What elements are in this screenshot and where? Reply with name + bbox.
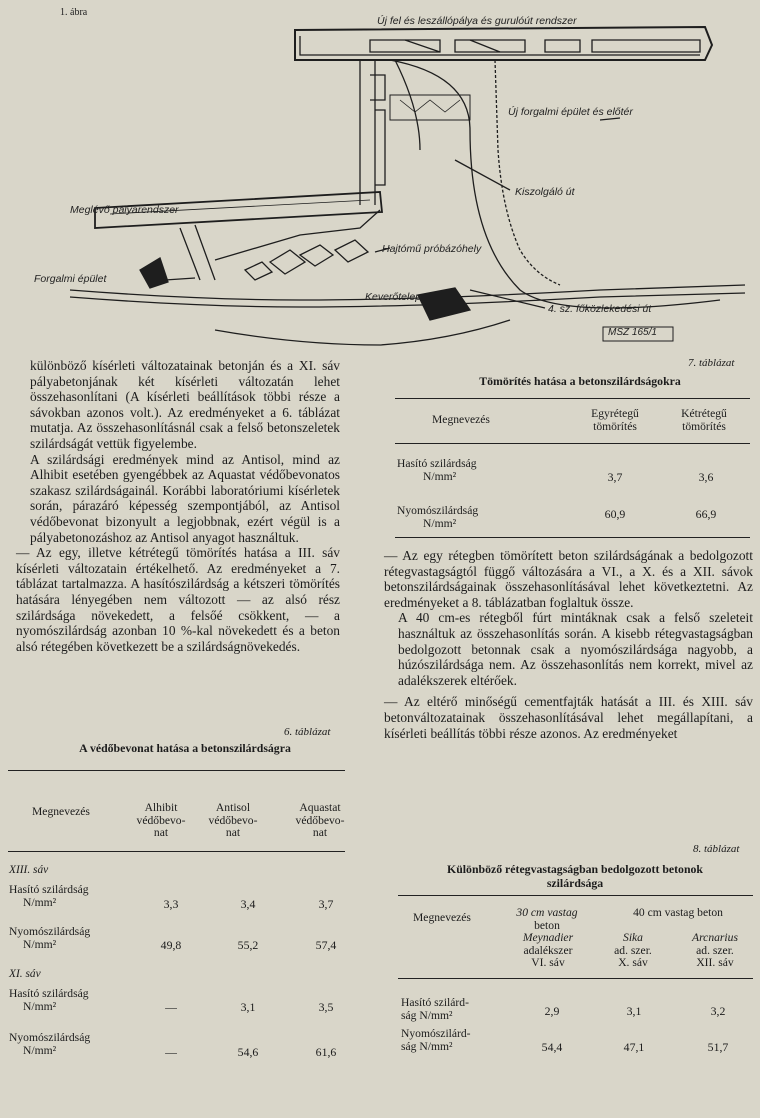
left-paragraph-2: A szilárdsági eredmények mind az Antisol, mind az Alhibit esetében gyengébbek az Aquastat védőbevonatos szakasz szilárdságainál. Korábbi laboratóriumi kísérletek során, párazáró képesség szempontjából, az Antisol védőbevonat bizonyult a legjobbnak, ezért végül is a pályabetonozáshoz az Antisol anyagot használtuk. (30, 451, 340, 545)
table6-row-nyomo-1-unit: N/mm² (23, 937, 57, 951)
table7-row-hasito-unit: N/mm² (423, 469, 457, 483)
table7-a2: 3,6 (698, 470, 714, 484)
table7-header-rule (395, 443, 750, 444)
label-mixing-plant: Keverőtelep (365, 291, 422, 303)
table7-number: 7. táblázat (688, 357, 735, 369)
table8-header-30cm (502, 907, 592, 932)
table8-header-meynadier-3: VI. sáv (531, 956, 565, 969)
table7-header-one-layer (575, 408, 655, 433)
table8-header-meynadier (503, 932, 593, 970)
table7-header-one-layer-2: tömörítés (593, 419, 637, 433)
table6-header-aquastat-1: Aquastat (299, 801, 341, 814)
table6-header-alhibit-3: nat (153, 826, 169, 839)
table7-header-one-layer-1: Egyrétegű (591, 407, 639, 420)
table6-row-hasito-2-unit: N/mm² (23, 999, 57, 1013)
table6-header-antisol (198, 802, 268, 840)
label-main-road: 4. sz. főközlekedési út (548, 303, 652, 315)
right-paragraph-1: — Az egy rétegben tömörített beton szilárdságának a bedolgozott rétegvastagságtól függő változására a VI., a X. és a XII. sávok betonszilárdságainak összehasonlításával lehet következtetni. Az eredményeket a 8. táblázatban foglaltuk össze. (384, 548, 753, 610)
table7-header-two-layer-2: tömörítés (682, 419, 726, 433)
table6-header-antisol-1: Antisol (215, 801, 251, 814)
table6-row-hasito-1 (9, 884, 89, 909)
table7-a1: 3,7 (607, 470, 623, 484)
table8-header-meynadier-2: adalékszer (523, 943, 573, 957)
table6-header-antisol-3: nat (225, 826, 241, 839)
right-column-text (384, 548, 753, 741)
table6-row-nyomo-2-unit: N/mm² (23, 1043, 57, 1057)
table6-top-rule (8, 770, 345, 771)
table7-bottom-rule (395, 537, 750, 538)
table8-header-sika-2: ad. szer. (614, 943, 652, 957)
table8-a1: 2,9 (544, 1004, 560, 1018)
table8-row-hasito (401, 997, 469, 1022)
table8-row-nyomo (401, 1028, 471, 1053)
left-paragraph-1: különböző kísérleti változatainak betonján és a XI. sáv pályabetonjának két kísérleti változatán lehet összehasonlítani (A kísérleti beállítások többi része a sávokban azonos volt.). Az eredményeket a 6. táblázat mutatja. Az összehasonlításnál csak a felső betonszeletek szilárdságát vettük figyelembe. (30, 358, 340, 451)
table6-header-name: Megnevezés (32, 805, 90, 818)
table7-row-nyomo-unit: N/mm² (423, 516, 457, 530)
table6-section-xi: XI. sáv (9, 968, 41, 980)
table8-top-rule (398, 895, 753, 896)
table6-header-alhibit (126, 802, 196, 840)
table8-header-40cm: 40 cm vastag beton (633, 906, 723, 919)
table8-header-arcnarius-1: Arcnarius (692, 931, 738, 944)
table6-header-alhibit-2: védőbevo- (136, 813, 186, 827)
table8-b2: 47,1 (623, 1040, 645, 1054)
table8-header-30cm-1: 30 cm vastag (516, 906, 578, 919)
label-engine-test: Hajtómű próbázóhely (382, 243, 482, 255)
table8-b1: 54,4 (541, 1040, 563, 1054)
table8-row-nyomo-unit: ság N/mm² (401, 1039, 453, 1053)
table6-d3: 61,6 (315, 1045, 337, 1059)
table6-row-nyomo-1 (9, 926, 90, 951)
table8-header-rule (398, 978, 753, 979)
table8-header-sika-1: Sika (623, 931, 643, 944)
table7-title: Tömörítés hatása a betonszilárdságokra (479, 374, 681, 388)
table8-header-name: Megnevezés (413, 911, 471, 924)
label-runway: Új fel és leszállópálya és gurulóút rendszer (377, 15, 577, 27)
table7-b1: 60,9 (604, 507, 626, 521)
table8-header-sika (593, 932, 673, 970)
table8-a2: 3,1 (626, 1004, 642, 1018)
right-paragraph-2: A 40 cm-es rétegből fúrt mintáknak csak a felső szeleteit használtuk az összehasonlítás során. A kisebb rétegvastagságban bedolgozott betonnak csak a nyomószilárdsága nagyobb, a húzószilárdsága nem. Az összehasonlítás nem korrekt, mivel az adalékszerek eltérőek. (398, 610, 753, 688)
table8-header-sika-3: X. sáv (618, 956, 648, 969)
table8-header-meynadier-1: Meynadier (522, 931, 574, 944)
table6-row-nyomo-2 (9, 1032, 90, 1057)
label-standard: MSZ 165/1 (608, 327, 657, 338)
table8-b3: 51,7 (707, 1040, 729, 1054)
table6-header-alhibit-1: Alhibit (144, 801, 178, 814)
table8-row-nyomo-label: Nyomószilárd- (401, 1027, 471, 1040)
table6-number: 6. táblázat (284, 726, 331, 738)
table7-header-two-layer-1: Kétrétegű (681, 407, 727, 420)
table8-title-1: Különböző rétegvastagságban bedolgozott betonok (447, 862, 703, 876)
table7-b2: 66,9 (695, 507, 717, 521)
table6-d2: 54,6 (237, 1045, 259, 1059)
table6-row-hasito-2-label: Hasító szilárdság (9, 987, 89, 1000)
right-paragraph-3: — Az eltérő minőségű cementfajták hatását a III. és XIII. sáv betonváltozatainak összehasonlításával lehet megállapítani, a kísérleti beállítás többi része azonos. Az eredményeket (384, 694, 753, 741)
table6-row-hasito-2 (9, 988, 89, 1013)
table6-a3: 3,7 (318, 897, 334, 911)
table8-title (400, 862, 750, 890)
table6-header-aquastat-3: nat (312, 826, 328, 839)
table6-header-antisol-2: védőbevo- (208, 813, 258, 827)
table7-row-hasito (397, 458, 477, 483)
label-existing-runway: Meglévő pályarendszer (70, 204, 179, 216)
table6-header-aquastat (285, 802, 355, 840)
table6-a2: 3,4 (240, 897, 256, 911)
left-paragraph-3: — Az egy, illetve kétrétegű tömörítés hatása a III. sáv kísérleti változatain értékelhető. Az eredményeket a 7. táblázat tartalmazza. A hasítószilárdság a kétszeri tömörítés hatására lényegében nem változott — az alsó rész szilárdsága növekedett, a felsőé csökkent, — a nyomószilárdság azonban 10 %-kal növekedett és a beton alsó rétegében következett be a szilárdságnövekedés. (16, 545, 340, 654)
table6-b1: 49,8 (160, 938, 182, 952)
table6-b2: 55,2 (237, 938, 259, 952)
table8-title-2: szilárdsága (546, 876, 604, 890)
table8-header-arcnarius (675, 932, 755, 970)
table7-row-nyomo (397, 505, 478, 530)
table6-row-nyomo-2-label: Nyomószilárdság (9, 1031, 91, 1044)
table6-d1: — (165, 1045, 177, 1059)
table7-header-name: Megnevezés (432, 413, 490, 426)
table6-c2: 3,1 (240, 1000, 256, 1014)
table8-header-arcnarius-3: XII. sáv (696, 956, 734, 969)
table6-row-hasito-1-label: Hasító szilárdság (9, 883, 89, 896)
table6-title: A védőbevonat hatása a betonszilárdságra (79, 741, 291, 755)
label-old-terminal: Forgalmi épület (34, 273, 107, 285)
left-column-text (16, 358, 340, 654)
figure-number: 1. ábra (60, 7, 88, 18)
label-service-road: Kiszolgáló út (515, 186, 575, 198)
table7-header-two-layer (664, 408, 744, 433)
table7-top-rule (395, 398, 750, 399)
table8-row-hasito-unit: ság N/mm² (401, 1008, 453, 1022)
table6-b3: 57,4 (315, 938, 337, 952)
table6-c1: — (165, 1000, 177, 1014)
table6-section-xiii: XIII. sáv (9, 864, 49, 876)
table8-row-hasito-label: Hasító szilárd- (401, 996, 469, 1009)
table8-header-30cm-2: beton (534, 918, 560, 932)
table6-c3: 3,5 (318, 1000, 334, 1014)
table7-row-hasito-label: Hasító szilárdság (397, 457, 477, 470)
table8-a3: 3,2 (710, 1004, 726, 1018)
table8-number: 8. táblázat (693, 843, 740, 855)
table6-a1: 3,3 (163, 897, 179, 911)
table7-row-nyomo-label: Nyomószilárdság (397, 504, 479, 517)
label-terminal: Új forgalmi épület és előtér (508, 106, 633, 118)
table8-header-arcnarius-2: ad. szer. (696, 943, 734, 957)
table6-row-hasito-1-unit: N/mm² (23, 895, 57, 909)
table6-header-rule (8, 851, 345, 852)
table6-header-aquastat-2: védőbevo- (295, 813, 345, 827)
table6-row-nyomo-1-label: Nyomószilárdság (9, 925, 91, 938)
